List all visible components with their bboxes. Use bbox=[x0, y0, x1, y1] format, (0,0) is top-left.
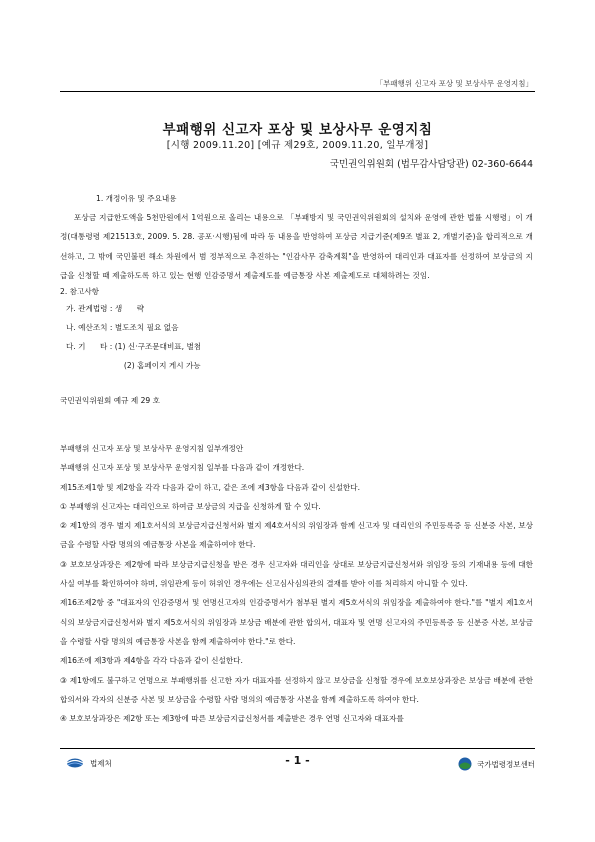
section2-heading: 2. 참고사항 bbox=[60, 287, 100, 296]
body-line: ① 부패행위 신고자는 대리인으로 하여금 보상금의 지급을 신청하게 할 수 있다. bbox=[60, 501, 321, 511]
amendment-body bbox=[60, 439, 533, 728]
page-title: 부패행위 신고자 포상 및 보상사무 운영지침 bbox=[162, 122, 433, 138]
ordinance-number: 국민권익위원회 예규 제 29 호 bbox=[60, 396, 161, 405]
page-number: - 1 - bbox=[285, 754, 310, 767]
agency-contact: 국민권익위원회 (법무감사담당관) 02-360-6644 bbox=[329, 159, 533, 170]
body-line: 부패행위 신고자 포상 및 보상사무 운영지침 일부를 다음과 같이 개정한다. bbox=[60, 463, 305, 473]
body-line: 제15조제1항 및 제2항을 각각 다음과 같이 하고, 같은 조에 제3항을 다음과 같이 신설한다. bbox=[60, 482, 361, 492]
body-line: ③ 제1항에도 불구하고 연명으로 부패행위를 신고한 자가 대표자를 선정하지 않고 보상금을 신청할 경우에 보호보상과장은 보상금 배분에 관한 합의서와 각자의 신분증 사본 및 보상금을 수령할 사람 명의의 예금통장 사본을 함께 제출하도록 하여야 한다. bbox=[60, 675, 533, 704]
body-line: ② 제1항의 경우 별지 제1호서식의 보상금지급신청서와 별지 제4호서식의 위임장과 함께 신고자 및 대리인의 주민등록증 등 신분증 사본, 보상금을 수령할 사람 명의의 예금통장 사본을 제출하여야 한다. bbox=[60, 521, 533, 550]
header-rule bbox=[60, 91, 535, 92]
reference-item: 다. 기 타 : (1) 신·구조문대비표, 별첨 bbox=[66, 342, 202, 351]
footer-right-label: 국가법령정보센터 bbox=[477, 759, 535, 769]
footer-rule bbox=[60, 748, 535, 749]
reference-item: 나. 예산조치 : 별도조치 필요 없음 bbox=[66, 323, 179, 332]
section1-heading: 1. 개정이유 및 주요내용 bbox=[96, 194, 177, 203]
body-line: 부패행위 신고자 포상 및 보상사무 운영지침 일부개정안 bbox=[60, 444, 244, 453]
footer-right bbox=[458, 757, 535, 771]
reference-item: 가. 관계법령 : 생 략 bbox=[66, 304, 145, 313]
footer-left-label: 법제처 bbox=[90, 758, 112, 768]
law-center-logo-icon bbox=[458, 757, 472, 771]
enforcement-info: [시행 2009.11.20] [예규 제29호, 2009.11.20, 일부개정] bbox=[166, 140, 429, 151]
body-line: ③ 보호보상과장은 제2항에 따라 보상금지급신청을 받은 경우 신고자와 대리인을 상대로 보상금지급신청서와 위임장 등의 기재내용 등에 대한 사실 여부를 확인하여야 하며, 위임관계 등이 허위인 경우에는 신고심사심의관의 결재를 받아 이를 처리하지 아니할 수 있다. bbox=[60, 559, 533, 589]
reference-item: (2) 홈페이지 게시 가능 bbox=[66, 361, 201, 370]
body-line: 제16조에 제3항과 제4항을 각각 다음과 같이 신설한다. bbox=[60, 656, 243, 666]
body-line: 제16조제2항 중 "대표자의 인감증명서 및 연명신고자의 인감증명서가 첨부된 별지 제5호서식의 위임장을 제출하여야 한다."를 "별지 제1호서식의 보상금지급신청서와 별지 제5호서식의 위임장과 보상금 배분에 관한 합의서, 대표자 및 연명 신고자의 주민등록증 등 신분증 사본, 보상금을 수령할 사람 명의의 예금통장 사본을 함께 제출하여야 한다."로 한다. bbox=[60, 598, 533, 646]
document-header-tag: 「부패행위 신고자 포상 및 보상사무 운영지침」 bbox=[375, 79, 533, 88]
section1-text: 포상금 지급한도액을 5천만원에서 1억원으로 올리는 내용으로 「부패방지 및 국민권익위원회의 설치와 운영에 관한 법률 시행령」이 개정(대통령령 제21513호, 2009. 5. 28. 공포·시행)됨에 따라 동 내용을 반영하여 포상금 지급기준(제9조 별표 2, 개별기준)을 합리적으로 개선하고, 그 밖에 국민불편 해소 차원에서 범 정부적으로 추진하는 "인감사무 감축계획"을 반영하여 대리인과 대표자를 선정하여 보상금의 지급을 신청할 때 제출하도록 하고 있는 현행 인감증명서 제출제도를 예금통장 사본 제출제도로 대체하려는 것임. bbox=[60, 213, 533, 280]
body-line: ④ 보호보상과장은 제2항 또는 제3항에 따른 보상금지급신청서를 제출받은 경우 연명 신고자와 대표자를 bbox=[60, 714, 404, 724]
